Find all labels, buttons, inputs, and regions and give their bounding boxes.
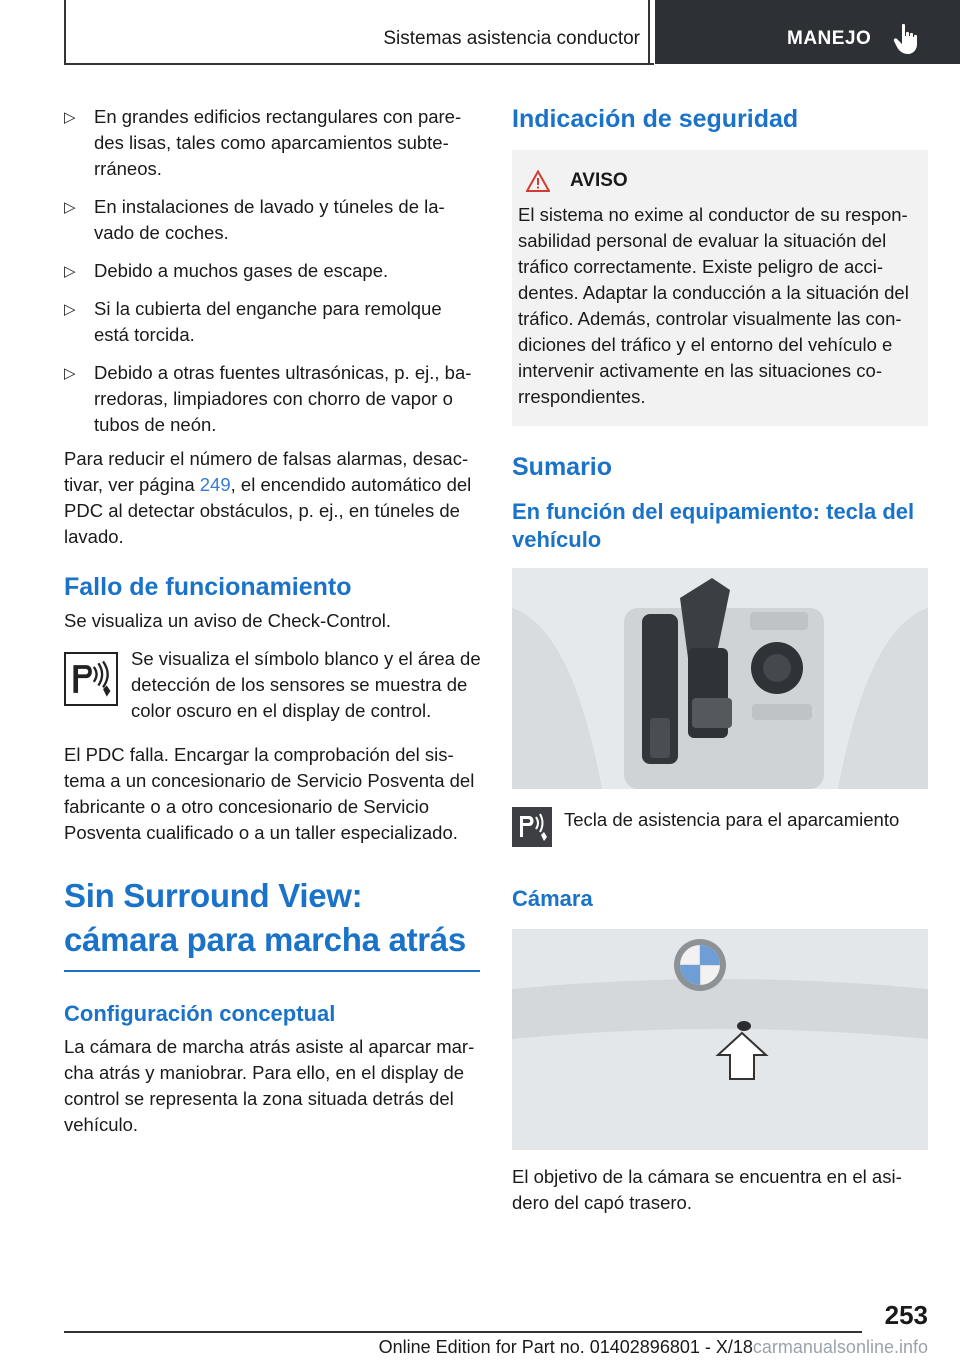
- config-text: La cámara de marcha atrás asiste al aparcar mar-cha atrás y maniobrar. Para ello, en el display de control se representa la zona situada detrás del vehículo.: [64, 1035, 475, 1135]
- pdc-button-icon: [512, 807, 552, 847]
- footer-rule: [64, 1331, 862, 1333]
- camera-main-heading: Sin Surround View: cámara para marcha atrás: [64, 877, 466, 958]
- fallo-text: Se visualiza un aviso de Check-Control.: [64, 610, 391, 631]
- config-heading: Configuración conceptual: [64, 1000, 336, 1026]
- header-left-border: [64, 0, 66, 64]
- symbol-description: Se visualiza el símbolo blanco y el área de detección de los sensores se muestra de color oscuro en el display de control.: [131, 648, 481, 721]
- warning-triangle-icon: [526, 170, 550, 192]
- list-item: ▷ Si la cubierta del enganche para remolque está torcida.: [64, 298, 442, 345]
- pdc-symbol-icon: [64, 652, 118, 706]
- right-column: [512, 104, 928, 1216]
- triangle-bullet-icon: ▷: [64, 199, 76, 216]
- false-alarm-paragraph: Para reducir el número de falsas alarmas, desac-tivar, ver página 249, el encendido automático del PDC al detectar obstáculos, p. ej., en túneles de lavado.: [64, 448, 472, 547]
- triangle-bullet-icon: ▷: [64, 365, 76, 382]
- footer-edition: Online Edition for Part no. 01402896801 - X/18carmanualsonline.info: [378, 1337, 928, 1357]
- header-bottom-border: [64, 63, 654, 65]
- list-item: ▷ En grandes edificios rectangulares con pare-des lisas, tales como aparcamientos subte-rráneos.: [64, 106, 462, 179]
- camara-heading: Cámara: [512, 886, 593, 911]
- page-number: 253: [884, 1300, 928, 1330]
- camara-text: El objetivo de la cámara se encuentra en el asi-dero del capó trasero.: [512, 1166, 902, 1213]
- list-item: ▷ En instalaciones de lavado y túneles de la-vado de coches.: [64, 196, 445, 243]
- symbol-row: [64, 646, 480, 742]
- tecla-caption-row: [512, 807, 928, 847]
- console-photo: [512, 568, 928, 789]
- chapter-label: MANEJO: [787, 28, 872, 49]
- triangle-bullet-icon: ▷: [64, 109, 76, 126]
- left-column: [64, 104, 480, 1138]
- safety-heading: Indicación de seguridad: [512, 105, 799, 133]
- pdc-failure-text: El PDC falla. Encargar la comprobación del sis-tema a un concesionario de Servicio Posventa del fabricante o a otro concesionario de Servicio Posventa cualificado o a un taller especializado.: [64, 744, 475, 843]
- warning-text: El sistema no exime al conductor de su respon-sabilidad personal de evaluar la situación del tráfico correctamente. Existe peligro de acci-dentes. Adaptar la conducción a la situación del tráfico. Además, controlar visualmente las con-diciones del tráfico y el entorno del vehículo e intervenir activamente en las situaciones co-rrespondientes.: [518, 204, 909, 407]
- page-link[interactable]: 249: [199, 474, 231, 495]
- tecla-heading: En función del equipamiento: tecla del vehículo: [512, 499, 915, 552]
- warning-label: AVISO: [570, 170, 628, 191]
- sumario-heading: Sumario: [512, 453, 613, 481]
- warning-box: [512, 150, 928, 426]
- watermark: carmanualsonline.info: [752, 1337, 928, 1357]
- fallo-heading: Fallo de funcionamiento: [64, 573, 352, 601]
- list-item: ▷ Debido a otras fuentes ultrasónicas, p. ej., ba-rredoras, limpiadores con chorro de vapor o tubos de neón.: [64, 362, 472, 435]
- list-item: ▷ Debido a muchos gases de escape.: [64, 258, 480, 284]
- triangle-bullet-icon: ▷: [64, 301, 76, 318]
- section-title: Sistemas asistencia conductor: [383, 28, 640, 49]
- heading-rule: [64, 970, 480, 972]
- camera-photo: [512, 929, 928, 1150]
- header-separator: [648, 0, 650, 64]
- triangle-bullet-icon: ▷: [64, 263, 76, 280]
- hand-steering-icon: [893, 22, 923, 56]
- conditions-list: [64, 104, 480, 438]
- chapter-tab: [655, 0, 960, 64]
- tecla-caption: Tecla de asistencia para el aparcamiento: [564, 809, 900, 830]
- warning-header: [518, 168, 922, 194]
